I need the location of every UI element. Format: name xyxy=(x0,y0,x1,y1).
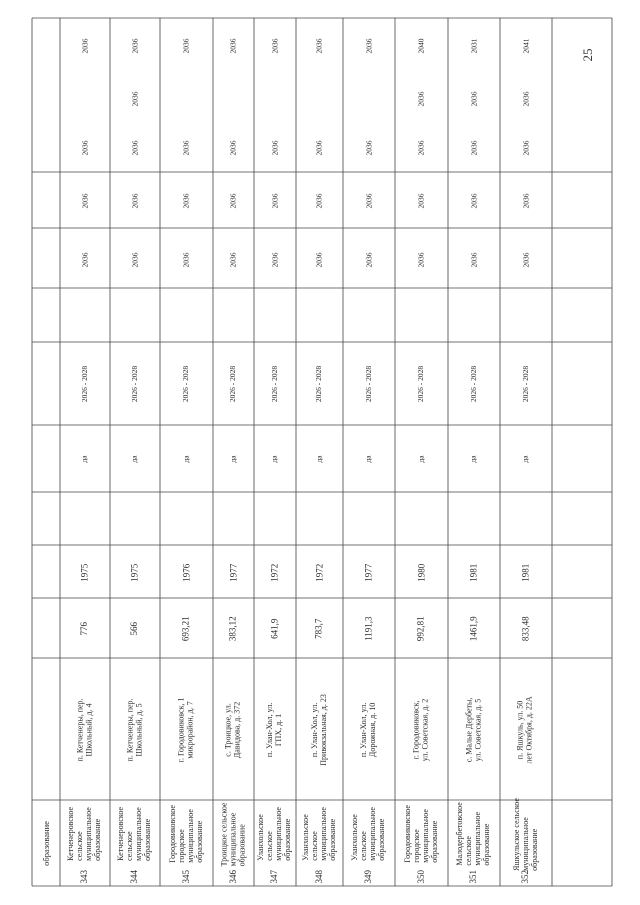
municipality-name-cell xyxy=(254,800,296,868)
planned-year-2-cell xyxy=(395,176,448,226)
planned-year-1-cell xyxy=(213,232,254,288)
planned-year-5-cell xyxy=(160,20,213,72)
emergency-flag-cell xyxy=(500,494,552,545)
planned-year-3: 2036 xyxy=(469,140,479,156)
planned-year-5-cell xyxy=(213,20,254,72)
year-built: 1981 xyxy=(520,564,531,582)
work-period-cell xyxy=(160,344,213,424)
planned-year-4: 2036 xyxy=(521,91,531,107)
planned-year-1-cell xyxy=(160,232,213,288)
work-period: 2026 - 2028 xyxy=(416,365,426,403)
building-address-cell xyxy=(60,660,110,800)
row-number-cell xyxy=(110,868,160,886)
year-built: 1981 xyxy=(468,564,479,582)
planned-year-3-cell xyxy=(296,124,343,172)
blank-cell-cell xyxy=(395,290,448,340)
building-address: п. Кетченеры, пер. Школьный, д. 5 xyxy=(125,698,144,762)
capital-repair-flag-cell xyxy=(60,428,110,490)
building-area-cell xyxy=(213,600,254,658)
municipality-name: Яшкульское сельское муниципальное образование xyxy=(511,797,539,871)
row-number-cell xyxy=(254,868,296,886)
capital-repair-flag-cell xyxy=(160,428,213,490)
year-built-cell xyxy=(60,548,110,598)
planned-year-4: 2036 xyxy=(469,91,479,107)
work-period-cell xyxy=(60,344,110,424)
municipality-name: Малодербетовское сельское муниципальное образование xyxy=(455,802,491,866)
capital-repair-flag-cell xyxy=(343,428,395,490)
year-built-cell xyxy=(160,548,213,598)
planned-year-3: 2036 xyxy=(80,140,90,156)
capital-repair-flag: да xyxy=(270,455,280,463)
municipality-name: Уланхольское сельское муниципальное образование xyxy=(350,807,386,861)
planned-year-3-cell xyxy=(254,124,296,172)
planned-year-1: 2036 xyxy=(521,252,531,268)
capital-repair-flag-cell xyxy=(296,428,343,490)
building-area-cell xyxy=(110,600,160,658)
capital-repair-flag: да xyxy=(469,455,479,463)
year-built-cell xyxy=(296,548,343,598)
planned-year-2: 2036 xyxy=(228,193,238,209)
planned-year-5: 2031 xyxy=(469,38,479,54)
planned-year-3: 2036 xyxy=(130,140,140,156)
municipality-name: Уланхольское сельское муниципальное образование xyxy=(256,807,292,861)
work-period: 2026 - 2028 xyxy=(469,365,479,403)
planned-year-2: 2036 xyxy=(469,193,479,209)
municipality-name: Кетченеровское сельское муниципальное образование xyxy=(66,807,102,861)
building-address-cell xyxy=(213,660,254,800)
building-area: 1461,9 xyxy=(468,616,479,642)
planned-year-4-cell xyxy=(160,76,213,122)
year-built: 1980 xyxy=(415,564,426,582)
year-built-cell xyxy=(395,548,448,598)
planned-year-2-cell xyxy=(500,176,552,226)
municipality-name-cell xyxy=(110,800,160,868)
planned-year-3: 2036 xyxy=(228,140,238,156)
row-number-cell xyxy=(448,868,500,886)
emergency-flag-cell xyxy=(110,494,160,545)
planned-year-4-cell xyxy=(448,76,500,122)
planned-year-4-cell xyxy=(343,76,395,122)
municipality-name-cell xyxy=(448,800,500,868)
planned-year-3-cell xyxy=(448,124,500,172)
planned-year-1-cell xyxy=(110,232,160,288)
building-address: п. Улан-Хол, ул. Дорожная, д. 10 xyxy=(359,702,377,758)
row-number: 347 xyxy=(269,870,280,884)
building-address: г. Городовиковск, ул. Советская, д. 2 xyxy=(411,698,430,762)
work-period-cell xyxy=(254,344,296,424)
municipality-name: Городовиковское городское муниципальное образование xyxy=(402,805,439,863)
year-built: 1977 xyxy=(227,564,238,582)
capital-repair-flag: да xyxy=(130,455,140,463)
blank-cell-cell xyxy=(254,290,296,340)
planned-year-3-cell xyxy=(343,124,395,172)
capital-repair-flag-cell xyxy=(110,428,160,490)
emergency-flag-cell xyxy=(213,494,254,545)
building-area: 992,81 xyxy=(415,616,426,642)
capital-repair-flag-cell xyxy=(395,428,448,490)
building-area: 776 xyxy=(79,622,90,636)
capital-repair-flag: да xyxy=(521,455,531,463)
row-number-cell xyxy=(213,868,254,886)
work-period-cell xyxy=(110,344,160,424)
planned-year-3: 2036 xyxy=(364,140,374,156)
planned-year-1: 2036 xyxy=(228,252,238,268)
planned-year-3-cell xyxy=(500,124,552,172)
capital-repair-flag-cell xyxy=(213,428,254,490)
work-period: 2026 - 2028 xyxy=(181,365,191,403)
planned-year-2: 2036 xyxy=(80,193,90,209)
planned-year-4: 2036 xyxy=(130,91,140,107)
building-area-cell xyxy=(500,600,552,658)
planned-year-1: 2036 xyxy=(181,252,191,268)
emergency-flag-cell xyxy=(343,494,395,545)
planned-year-2: 2036 xyxy=(181,193,191,209)
capital-repair-flag: да xyxy=(416,455,426,463)
building-area-cell xyxy=(254,600,296,658)
row-number-cell xyxy=(60,868,110,886)
planned-year-5-cell xyxy=(448,20,500,72)
planned-year-5-cell xyxy=(110,20,160,72)
work-period: 2026 - 2028 xyxy=(270,365,280,403)
planned-year-5: 2036 xyxy=(270,38,280,54)
blank-cell-cell xyxy=(110,290,160,340)
building-address-cell xyxy=(500,660,552,800)
work-period-cell xyxy=(500,344,552,424)
planned-year-4-cell xyxy=(500,76,552,122)
year-built: 1975 xyxy=(129,564,140,582)
planned-year-1-cell xyxy=(343,232,395,288)
planned-year-2-cell xyxy=(254,176,296,226)
capital-repair-flag: да xyxy=(364,455,374,463)
planned-year-5-cell xyxy=(343,20,395,72)
planned-year-2-cell xyxy=(343,176,395,226)
row-number-cell xyxy=(395,868,448,886)
building-area-cell xyxy=(296,600,343,658)
row-number: 350 xyxy=(415,870,426,884)
planned-year-2-cell xyxy=(213,176,254,226)
planned-year-2-cell xyxy=(60,176,110,226)
building-address-cell xyxy=(160,660,213,800)
planned-year-5-cell xyxy=(500,20,552,72)
planned-year-2-cell xyxy=(160,176,213,226)
building-address-cell xyxy=(395,660,448,800)
planned-year-4-cell xyxy=(213,76,254,122)
building-address-cell xyxy=(254,660,296,800)
planned-year-4-cell xyxy=(395,76,448,122)
building-area: 833,48 xyxy=(520,616,531,642)
building-area-cell xyxy=(395,600,448,658)
planned-year-2-cell xyxy=(110,176,160,226)
work-period-cell xyxy=(296,344,343,424)
work-period: 2026 - 2028 xyxy=(364,365,374,403)
year-built-cell xyxy=(254,548,296,598)
planned-year-1: 2036 xyxy=(270,252,280,268)
municipality-name-cell xyxy=(60,800,110,868)
planned-year-3: 2036 xyxy=(181,140,191,156)
municipality-name-cell xyxy=(343,800,395,868)
work-period: 2026 - 2028 xyxy=(80,365,90,403)
blank-cell-cell xyxy=(60,290,110,340)
blank-cell-cell xyxy=(296,290,343,340)
planned-year-1: 2036 xyxy=(80,252,90,268)
year-built: 1972 xyxy=(269,564,280,582)
planned-year-5-cell xyxy=(254,20,296,72)
emergency-flag-cell xyxy=(254,494,296,545)
building-area-cell xyxy=(160,600,213,658)
planned-year-1: 2036 xyxy=(469,252,479,268)
work-period-cell xyxy=(395,344,448,424)
year-built-cell xyxy=(500,548,552,598)
row-number: 351 xyxy=(468,870,479,884)
planned-year-3: 2036 xyxy=(270,140,280,156)
municipality-name-cell xyxy=(160,800,213,868)
building-area: 693,21 xyxy=(180,616,191,642)
municipality-name: Уланхольское сельское муниципальное образование xyxy=(300,807,337,861)
planned-year-2: 2036 xyxy=(270,193,280,209)
work-period: 2026 - 2028 xyxy=(130,365,140,403)
building-area-cell xyxy=(448,600,500,658)
capital-repair-flag: да xyxy=(181,455,191,463)
planned-year-1-cell xyxy=(395,232,448,288)
building-area-cell xyxy=(60,600,110,658)
planned-year-1: 2036 xyxy=(314,252,324,268)
capital-repair-flag: да xyxy=(80,455,90,463)
capital-repair-flag-cell xyxy=(448,428,500,490)
building-area: 383,12 xyxy=(227,616,238,642)
building-area-cell xyxy=(343,600,395,658)
planned-year-1: 2036 xyxy=(416,252,426,268)
year-built-cell xyxy=(343,548,395,598)
municipality-name: Городовиковское городское муниципальное образование xyxy=(167,805,204,863)
planned-year-5-cell xyxy=(60,20,110,72)
row-number-cell xyxy=(160,868,213,886)
planned-year-5: 2040 xyxy=(416,38,426,54)
emergency-flag-cell xyxy=(296,494,343,545)
municipality-name-cell xyxy=(500,797,552,871)
year-built-cell xyxy=(448,548,500,598)
year-built: 1977 xyxy=(363,564,374,582)
building-area: 783,7 xyxy=(313,618,324,640)
building-address-cell xyxy=(343,660,395,800)
row-number-cell xyxy=(343,868,395,886)
planned-year-1-cell xyxy=(60,232,110,288)
work-period-cell xyxy=(448,344,500,424)
planned-year-2-cell xyxy=(296,176,343,226)
row-number-cell xyxy=(296,868,343,886)
building-address: п. Яшкуль, ул. 50 лет Октября, д. 22А xyxy=(516,696,535,764)
planned-year-3-cell xyxy=(213,124,254,172)
emergency-flag-cell xyxy=(160,494,213,545)
planned-year-1-cell xyxy=(296,232,343,288)
emergency-flag-cell xyxy=(395,494,448,545)
capital-repair-flag-cell xyxy=(254,428,296,490)
planned-year-1-cell xyxy=(254,232,296,288)
planned-year-2: 2036 xyxy=(364,193,374,209)
planned-year-5: 2036 xyxy=(314,38,324,54)
work-period-cell xyxy=(213,344,254,424)
planned-year-4-cell xyxy=(254,76,296,122)
row-number: 352 xyxy=(520,870,531,884)
year-built-cell xyxy=(110,548,160,598)
row-number: 345 xyxy=(180,870,191,884)
planned-year-3: 2036 xyxy=(416,140,426,156)
building-address: с. Малые Дербеты, ул. Советская, д. 5 xyxy=(464,697,483,763)
planned-year-1-cell xyxy=(500,232,552,288)
planned-year-1-cell xyxy=(448,232,500,288)
municipality-name: Кетченеровское сельское муниципальное образование xyxy=(116,807,152,861)
building-address: с. Троицкое, ул. Давидова, д. 372 xyxy=(223,701,242,759)
building-area: 566 xyxy=(129,622,140,636)
planned-year-5: 2036 xyxy=(181,38,191,54)
building-address: п. Улан-Хол, ул. ГПХ, д. 1 xyxy=(265,702,283,758)
blank-cell-cell xyxy=(500,290,552,340)
municipality-name-cell xyxy=(296,800,343,868)
building-area: 641,9 xyxy=(269,618,280,640)
work-period: 2026 - 2028 xyxy=(228,365,238,403)
planned-year-2: 2036 xyxy=(416,193,426,209)
blank-cell-cell xyxy=(213,290,254,340)
building-address: п. Улан-Хол, ул. Привокзальная, д. 23 xyxy=(309,694,328,766)
row-number: 346 xyxy=(227,870,238,884)
building-address: п. Кетченеры, пер. Школьный, д. 4 xyxy=(75,698,94,762)
planned-year-3-cell xyxy=(60,124,110,172)
row-number: 344 xyxy=(129,870,140,884)
planned-year-5: 2036 xyxy=(228,38,238,54)
planned-year-1: 2036 xyxy=(364,252,374,268)
header-continuation-cell xyxy=(32,800,60,886)
planned-year-2: 2036 xyxy=(521,193,531,209)
planned-year-4-cell xyxy=(110,76,160,122)
blank-cell-cell xyxy=(343,290,395,340)
planned-year-3-cell xyxy=(160,124,213,172)
capital-repair-flag-cell xyxy=(500,428,552,490)
blank-cell-cell xyxy=(448,290,500,340)
capital-repair-flag: да xyxy=(228,455,238,463)
row-number: 348 xyxy=(313,870,324,884)
municipality-name-cell xyxy=(395,800,448,868)
planned-year-5: 2036 xyxy=(80,38,90,54)
planned-year-5: 2036 xyxy=(364,38,374,54)
emergency-flag-cell xyxy=(60,494,110,545)
planned-year-4: 2036 xyxy=(416,91,426,107)
planned-year-3: 2036 xyxy=(521,140,531,156)
work-period-cell xyxy=(343,344,395,424)
planned-year-5-cell xyxy=(395,20,448,72)
building-address-cell xyxy=(296,660,343,800)
building-address-cell xyxy=(448,660,500,800)
planned-year-5: 2036 xyxy=(130,38,140,54)
capital-repair-flag: да xyxy=(314,455,324,463)
planned-year-2-cell xyxy=(448,176,500,226)
work-period: 2026 - 2028 xyxy=(314,365,324,403)
row-number: 343 xyxy=(79,870,90,884)
planned-year-1: 2036 xyxy=(130,252,140,268)
year-built: 1972 xyxy=(313,564,324,582)
planned-year-3-cell xyxy=(110,124,160,172)
building-address-cell xyxy=(110,660,160,800)
year-built: 1975 xyxy=(79,564,90,582)
work-period: 2026 - 2028 xyxy=(521,365,531,403)
blank-cell-cell xyxy=(160,290,213,340)
planned-year-4-cell xyxy=(296,76,343,122)
planned-year-3: 2036 xyxy=(314,140,324,156)
planned-year-5-cell xyxy=(296,20,343,72)
emergency-flag-cell xyxy=(448,494,500,545)
building-address: г. Городовиковск, 1 микрорайон, д. 7 xyxy=(176,697,195,763)
building-area: 1191,3 xyxy=(363,616,374,642)
row-number: 349 xyxy=(363,870,374,884)
planned-year-5: 2041 xyxy=(521,38,531,54)
planned-year-4-cell xyxy=(60,76,110,122)
municipality-name-cell xyxy=(213,800,254,868)
planned-year-3-cell xyxy=(395,124,448,172)
year-built: 1976 xyxy=(180,564,191,582)
planned-year-2: 2036 xyxy=(314,193,324,209)
header-continuation-text: образование xyxy=(40,820,51,866)
municipality-name: Троицкое сельское муниципальное образование xyxy=(219,802,246,866)
planned-year-2: 2036 xyxy=(130,193,140,209)
page-number: 25 xyxy=(580,48,595,62)
year-built-cell xyxy=(213,548,254,598)
